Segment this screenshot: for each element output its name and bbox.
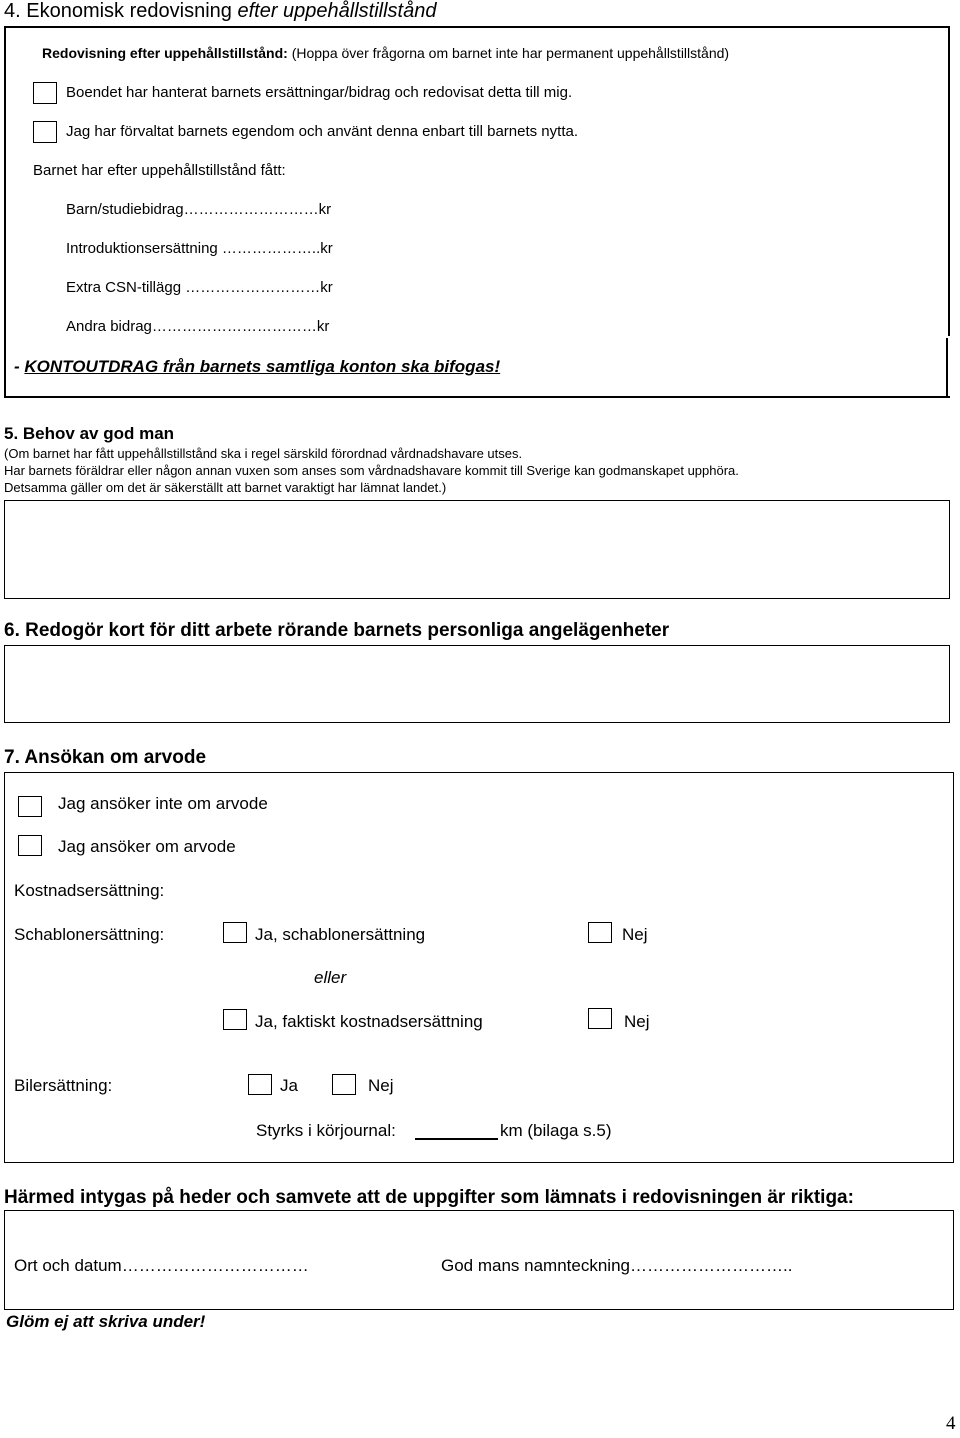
section7-box: [4, 772, 954, 1163]
attest-heading: Härmed intygas på heder och samvete att de uppgifter som lämnats i redovisningen är riktiga:: [4, 1187, 854, 1208]
eller-text: eller: [314, 968, 347, 987]
section6-text-area[interactable]: [4, 645, 950, 723]
checkbox-forvaltat[interactable]: [33, 121, 57, 143]
kontoutdrag-note: - KONTOUTDRAG från barnets samtliga konton ska bifogas!: [14, 357, 501, 376]
checkbox-boendet[interactable]: [33, 82, 57, 104]
checkbox-schablon-ja[interactable]: [223, 922, 247, 943]
section4-box-right-border: [948, 26, 950, 336]
section5-line-2: Har barnets föräldrar eller någon annan vuxen som anses som vårdnadshavare kommit till Sverige kan godmanskapet upphöra.: [4, 463, 739, 478]
ansoker-inte-label: Jag ansöker inte om arvode: [58, 794, 268, 813]
korjournal-unit: km (bilaga s.5): [500, 1121, 612, 1140]
ort-och-datum[interactable]: Ort och datum……………………………: [14, 1256, 309, 1275]
section6-heading: 6. Redogör kort för ditt arbete rörande barnets personliga angelägenheter: [4, 620, 670, 641]
checkbox-forvaltat-label: Jag har förvaltat barnets egendom och använt denna enbart till barnets nytta.: [66, 123, 578, 140]
checkbox-faktisk-ja[interactable]: [223, 1009, 247, 1030]
section4-subheading: Barnet har efter uppehållstillstånd fått:: [33, 162, 286, 179]
page-number: 4: [946, 1413, 956, 1434]
line-extra-csn: Extra CSN-tillägg ………………………kr: [66, 279, 333, 296]
line-barn-studiebidrag: Barn/studiebidrag………………………kr: [66, 201, 332, 218]
korjournal-km-field[interactable]: [415, 1138, 498, 1140]
line-introduktionsersattning: Introduktionsersättning ………………..kr: [66, 240, 333, 257]
schablon-label: Schablonersättning:: [14, 925, 165, 944]
checkbox-ansoker-inte[interactable]: [18, 796, 42, 817]
faktisk-ja-label: Ja, faktiskt kostnadsersättning: [255, 1012, 483, 1031]
god-man-signature[interactable]: God mans namnteckning………………………..: [441, 1256, 793, 1275]
sign-reminder: Glöm ej att skriva under!: [6, 1312, 206, 1331]
checkbox-faktisk-nej[interactable]: [588, 1008, 612, 1029]
line-andra-bidrag: Andra bidrag……………………………kr: [66, 318, 330, 335]
checkbox-bil-ja[interactable]: [248, 1074, 272, 1095]
schablon-ja-label: Ja, schablonersättning: [255, 925, 426, 944]
checkbox-ansoker[interactable]: [18, 835, 42, 856]
section5-heading: 5. Behov av god man: [4, 424, 175, 443]
faktisk-nej-label: Nej: [624, 1012, 650, 1031]
section5-text-area[interactable]: [4, 500, 950, 599]
checkbox-boendet-label: Boendet har hanterat barnets ersättningar/bidrag och redovisat detta till mig.: [66, 84, 573, 101]
kostnadsersattning-heading: Kostnadsersättning:: [14, 881, 165, 900]
korjournal-label: Styrks i körjournal:: [256, 1121, 396, 1140]
section4-intro: Redovisning efter uppehållstillstånd: (Hoppa över frågorna om barnet inte har permanent uppehållstillstånd): [42, 45, 730, 61]
ansoker-label: Jag ansöker om arvode: [58, 837, 236, 856]
bil-nej-label: Nej: [368, 1076, 394, 1095]
checkbox-schablon-nej[interactable]: [588, 922, 612, 943]
section7-heading: 7. Ansökan om arvode: [4, 747, 207, 768]
section5-line-3: Detsamma gäller om det är säkerställt att barnet varaktigt har lämnat landet.): [4, 480, 447, 495]
section4-heading: 4. Ekonomisk redovisning efter uppehållstillstånd: [4, 0, 437, 22]
bil-ja-label: Ja: [280, 1076, 298, 1095]
schablon-nej-label: Nej: [622, 925, 648, 944]
checkbox-bil-nej[interactable]: [332, 1074, 356, 1095]
section4-box-right-border-lower: [946, 338, 948, 398]
bilersattning-label: Bilersättning:: [14, 1076, 113, 1095]
section5-line-1: (Om barnet har fått uppehållstillstånd ska i regel särskild förordnad vårdnadshavare utses.: [4, 446, 523, 461]
